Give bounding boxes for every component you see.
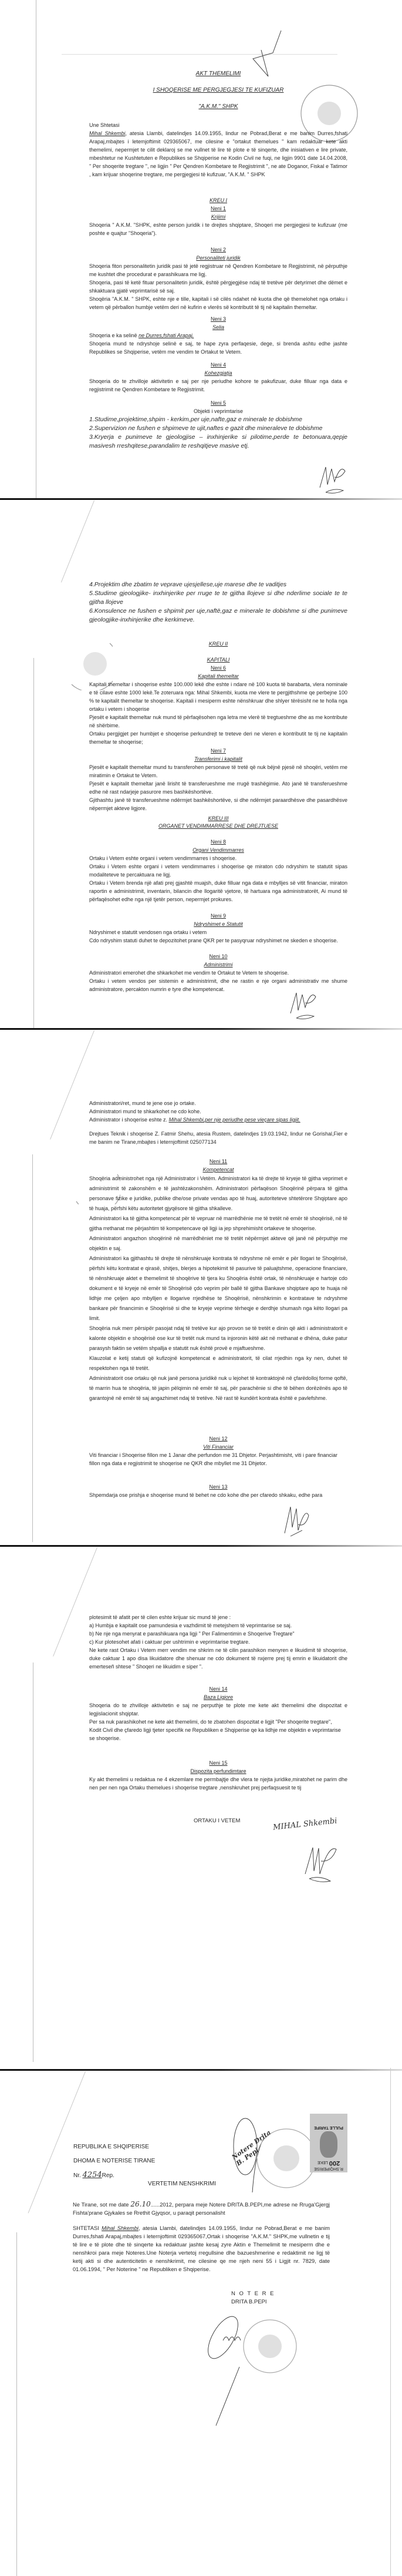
page-break <box>0 1545 402 1547</box>
article-6 <box>89 664 347 746</box>
paragraph: a) Humbja e kapitalit ose pamundesia e vazhdimit të metejshem të veprimtarise se saj. <box>89 1623 292 1628</box>
paragraph: Kapitali themeltar i shoqerise eshte 100.000 lekë dhe eshte i ndare në 100 kuota të barabarta, vlera nominale e të cilave eshte 1000 lekë.Te zoteruara nga: Mihal Shkembi, kuota me vlere te pergjithshme qe perbejne 100 % te kapitalit themeltar te shoqerise. Kapitali i mesiperm eshte nënshkruar dhe shlyer tërësisht ne te holla nga ortaku i vetem i shoqerise <box>89 681 347 712</box>
dissolution-text <box>89 1613 347 1671</box>
paragraph: plotesimit të afatit per të cilen eshte krijuar sic mund të jene : <box>89 1614 231 1620</box>
paragraph: 2.Supervizion ne fushen e shpimeve te ujit,naftes e gazit dhe mineraleve te dobishme <box>89 425 323 432</box>
article-title: Kompetencat <box>202 1167 234 1173</box>
tax-stamp-country: R.SHQIPERISE <box>314 2167 343 2171</box>
administrator-line <box>89 1116 347 1124</box>
administrator-value: Mihal Shkembi,per nje periudhe pese vieçare sipas ligjit. <box>168 1117 300 1123</box>
scan-line <box>62 54 337 55</box>
paragraph: Shoqëria "A.K.M. " SHPK, eshte nje e tille, kapitali i së cilës ndahet në kuota dhe që themelohet nga ortaku i vetem që përballon humbje vetëm deri në kufirin e vlerës së kontributit të tij në kapitalin themeltar. <box>89 296 347 310</box>
seat-label: Shoqeria e ka selinë <box>89 333 139 338</box>
paragraph: Pjesët e kapitalit themeltar nuk mund të përfaqësohen nga letra me vlerë të tregtueshme dhe as me kontribute në shërbime. <box>89 714 347 728</box>
article-body <box>89 340 347 356</box>
article-number: Neni 3 <box>210 316 226 322</box>
seat-line <box>89 331 347 340</box>
article-number: Neni 13 <box>209 1484 228 1490</box>
tax-stamp-label: PULLE TARIFE <box>314 2125 343 2130</box>
article-body <box>89 221 347 237</box>
organs-heading: ORGANET VENDIMMARRESE DHE DREJTUESE <box>158 823 279 829</box>
signature <box>288 990 320 1022</box>
kreu-3-heading: KREU III <box>208 815 229 821</box>
tax-stamp-value-line <box>310 2159 347 2167</box>
technical-director: Drejtues Teknik i shoqerise Z. Fatmir Shehu, atesia Rustem, datelindjes 19.03.1942, lindur ne Gorishal,Fier e me banim ne Tirane,mbajtes i leternjoftimit 025077134 <box>89 1131 347 1145</box>
signatory-label: ORTAKU I VETEM <box>194 1818 241 1824</box>
paragraph: Per sa nuk parashikohet ne kete akt themelimi, do te zbatohen dispozitat e ligjit "Per shoqerite tregtare", <box>89 1719 332 1725</box>
intro-text: , atesia Llambi, datelindjes 14.09.1955, lindur ne Pobrad,Berat e me banim Durres,fshati Arapaj,mbajtes i letemjoftimit 029365067, me cilesine e "ortakut themelues " kam redaktuar kete akti themelimi, nepermjet te cilit deklaroj se me vullnet të lire të plote e të sinqerte, dhe inisiativen e lire private, mbeshtetur ne Kushtetuten e Republikes se Shqiperise ne Kodin Civil ne fuqi, ne ligjin 9901 date 14.04.2008, " Per shoqerite tregtare ", ne ligjin " Per Qendren Kombetare te Regjistrimit ", ne ate Doganor, Fiskal e Tatimor , kam krijuar shoqerine tregtare, me pergjegjesi të kufizuar, "A.K.M. " SHPK <box>89 130 347 177</box>
article-8 <box>89 838 347 904</box>
register-prefix: Nr. <box>73 2172 83 2179</box>
page-break <box>0 2069 402 2071</box>
article-title: Administrimi <box>204 962 233 968</box>
document-title: AKT THEMELIMI <box>195 70 241 77</box>
document-subtitle: I SHOQERISE ME PERGJEGJESI TE KUFIZUAR <box>153 87 284 93</box>
handwritten-name: MIHAL Shkembi <box>272 1816 338 1832</box>
article-14 <box>89 1685 347 1742</box>
paragraph: c) Kur plotesohet afati i caktuar per ushtrimin e veprimtarise tregtare. <box>89 1639 250 1645</box>
article-title: Organi Vendimmarres <box>192 847 244 853</box>
article-number: Neni 10 <box>209 953 228 959</box>
paragraph: Shoqëria administrohet nga një Administrator i Vetëm. Administratori ka të drejte të kryeje të gjitha veprimet e administrimit të zakonshëm e të jashtëzakonshëm. Administratori përfaqëson Shoqërinë përpara të gjitha personave fizike e juridike, publike dhe/ose private vendas apo të huaj, autoriteteve shtetërore Shqiptare apo të huaja, përfshi këtu autoritetet gjyqësore të gjitha shkalleve. <box>89 1176 347 1211</box>
paragraph: Ky akt themelimi u redaktua ne 4 ekzemlare me permbajtje dhe vlera te njejta juridike,miratohet ne parim dhe nen per nen nga Ortaku themelues i shoqerise tregtare ,nenshkruhet prej perfaqsuesit te tij <box>89 1776 347 1791</box>
citizen-prefix: SHTETASI <box>73 2225 102 2231</box>
article-5 <box>89 399 347 451</box>
article-number: Neni 6 <box>210 665 226 671</box>
article-body <box>89 262 347 311</box>
article-title: Kapitali themeltar <box>198 673 239 679</box>
date-paragraph <box>73 2200 330 2217</box>
article-body <box>89 1491 347 1499</box>
article-number: Neni 11 <box>209 1158 228 1164</box>
paragraph: Ortaku i vetem vendos per sistemin e administrimit, dhe ne rastin e nje organi administrativ me shume administratore, percakton numrin e tyre dhe kompetencat. <box>89 978 347 992</box>
paragraph: Pjesët e kapitalit themeltar janë lirisht të transferueshme me rrugë trashëgimie. Ato janë të transferueshme edhe në rast ndarjeje pasurore mes bashkëshortëve. <box>89 781 347 795</box>
paragraph: Ortaku pergjigjet per humbjet e shoqerise perkundrejt te treteve deri ne vleren e kontributit te tij ne kapitalin themeltar te shoqerise; <box>89 731 347 745</box>
article-12 <box>89 1435 347 1467</box>
kreu-2-heading: KREU II <box>208 641 228 647</box>
article-1 <box>89 204 347 237</box>
article-body <box>89 1451 347 1467</box>
article-title: Selia <box>212 324 224 330</box>
article-number: Neni 9 <box>210 913 226 919</box>
paragraph: Administratorit ose ortaku që nuk janë persona juridikë nuk u lejohet të kontraktojnë në çfarëdolloj forme qoftë, të marrin hua te shoqëria, të japin pëlqimin në emër të saj, për parachënie si dhe të bëhen dorëzënës apo të garantojnë në emër të saj angazhimet ndaj të tretëve. Në rast të kundërt kontrata është e pavlefshme. <box>89 1375 347 1401</box>
paragraph: Shoqeria " A.K.M. "SHPK, eshte person juridik i te drejtes shqiptare, Shoqeri me pergjegjesi te kufizuar (me poshte e quajtur "Shoqeria"). <box>89 222 347 236</box>
paragraph: Shpemdarja ose prishja e shoqerise mund të behet ne cdo kohe dhe per cfaredo shkaku, edhe para <box>89 1492 323 1498</box>
article-title: Ndryshimet e Statutit <box>194 921 243 927</box>
tax-stamp <box>310 2114 347 2172</box>
article-number: Neni 1 <box>210 206 226 211</box>
paragraph: Administratori mund te shkarkohet ne cdo kohe. <box>89 1109 201 1114</box>
article-body <box>89 763 347 812</box>
paragraph: se shoqerise. <box>89 1735 121 1741</box>
intro-label: Une Shtetasi <box>89 122 120 128</box>
article-number: Neni 8 <box>210 839 226 845</box>
page-edge <box>32 1154 33 1542</box>
page-edge <box>33 658 34 1028</box>
founder-name: Mihal Shkembi <box>89 130 126 136</box>
tax-stamp-emblem-icon <box>320 2131 337 2158</box>
paragraph: Viti financiar i Shoqerise fillon me 1 Janar dhe perfundon me 31 Dhjetor. Perjashtimisht, viti i pare financiar <box>89 1452 338 1458</box>
paragraph: 3.Kryerja e punimeve te gjeologjise – inxhinjerike si pilotime,perde te betonuara,qepje masivesh rreshqitese,parandalim te reshqitjeve masive etj. <box>89 434 347 449</box>
article-body <box>89 928 347 945</box>
capital-heading: KAPITALI <box>207 657 230 663</box>
date-rest: ......2012, perpara meje Notere DRITA.B.PEPI,me adrese ne Rruga'Gjergj Fishta'prane Gjykales se Rrethit Gjyqsor, u paraqit personalisht <box>73 2202 330 2216</box>
notary-name: DRITA B.PEPI <box>231 2299 267 2305</box>
paragraph: Pjesët e kapitalit themeltar mund tu transferohen personave të tretë që nuk bëjnë pjesë në shoqëri, vetëm me miratimin e Ortakut te Vetem. <box>89 764 347 778</box>
tax-stamp-currency: LEKE <box>317 2160 328 2164</box>
citizen-text: , atesia Llambi, datelindjes 14.09.1955, lindur ne Pobrad,Berat e me banim Durres,fshati Arapaj,mbajtes i leternjoftimit 029365067,Ortak i shoqerise "A.K.M." SHPK,me vullnetin e tij të lire e të plote dhe të sinqerte ka redaktuar jashte kesaj zyre Aktin e Themelimit te mesiperm dhe e nenshkroi para meje Noteres.Une Noterja vertetoj rregullsine dhe bazueshmerine e redaktimit ne ligj të ketij akti si dhe autenticitetin e nenshkrimit, me cilesine qe me njeh neni 55 i Ligjit nr. 7829, date 01.06.1994, " Per Noterine " ne Republiken e Shqiperise. <box>73 2225 330 2272</box>
paragraph: Ne kete rast Ortaku i Vetem merr vendim me shkrim ne të cilin parashikon menyren e likuidimit të shoqerise, duke caktuar 1 apo disa likuidatore dhe shenuar ne cdo dokument të nxjerre prej tij emrin e likuidatorit dhe emerteseñ shtese " Shoqeri ne likuidim e siper ". <box>89 1647 347 1670</box>
page-fold <box>61 501 94 582</box>
article-13 <box>89 1483 347 1499</box>
notary-label: N O T E R E <box>231 2290 275 2297</box>
article-body <box>89 1174 347 1403</box>
notary-signature-block <box>231 2290 275 2306</box>
paragraph: Ortaku i Vetem brenda një afati prej gjashtë muajsh, duke filluar nga data e mbylljes së vitit financiar, miraton raportin e administrimit, inventarin, bilancin dhe llogaritë vjetore, të hartuara nga administratorët, Ai mund të përfaqësohet edhe nga një tjetër person, nepermjet prokures. <box>89 880 347 902</box>
notary-handwritten-stamp: Notere Drita B. Pepi <box>230 2128 272 2168</box>
register-value: 4254 <box>82 2171 102 2179</box>
register-number <box>73 2171 155 2180</box>
paragraph: Administratori emerohet dhe shkarkohet me vendim te Ortakut te Vetem te shoqerise. <box>89 970 289 976</box>
paragraph: Shoqeria fiton personalitetin juridik pasi të jetë regjistruar në Qendren Kombetare te Regjistrimit, në përputhje me kushtet dhe procedurat e parashikuara me ligj. <box>89 263 347 277</box>
citizen-name: Mihal Shkembi <box>102 2225 138 2231</box>
article-3 <box>89 315 347 356</box>
article-title: Baza Ligjore <box>203 1694 234 1700</box>
page-fold <box>50 1030 94 1140</box>
paragraph: Administratori angazhon shoqërinë në marrëdhëniet me të tretët nëpërmjet akteve që janë në përputhje me objektin e saj. <box>89 1235 347 1251</box>
signature <box>302 1845 343 1886</box>
administrator-lines <box>89 1099 347 1116</box>
administrator-section <box>89 1099 347 1146</box>
header-lines <box>73 2143 155 2165</box>
paragraph: b) Ne nje nga menyrat e parashikuara nga ligji " Per Falimentimin e Shoqerive Tregtare" <box>89 1631 295 1637</box>
page-break <box>0 1028 402 1030</box>
article-11 <box>89 1157 347 1403</box>
certification-title: VERTETIM NENSHKRIMI <box>148 2181 216 2187</box>
notary-header <box>73 2137 155 2180</box>
page-edge <box>390 2068 391 2576</box>
page-edge <box>16 2232 17 2576</box>
article-2 <box>89 246 347 311</box>
article-number: Neni 4 <box>210 362 226 368</box>
article-15 <box>89 1759 347 1792</box>
notary-signature-and-seal <box>205 2311 305 2429</box>
administrator-prefix: Administrator i shoqerise eshte z. <box>89 1117 169 1123</box>
activity-list-continued <box>89 580 347 624</box>
paragraph: Administratori ka gjithashtu të drejte të nënshkruaje kontrata të ndryshme në emër e për llogari te Shoqërisë, përfshi këtu kontratat e qirasë, shitjes, blerjes a hipotekimit të pasurive të paluajtshme, operacione financiare, të nënshkruaje aktet e themelimit të shoqërive të tjera ku Shoqëria është ortak, të nënshkruaje e hartoje cdo dokument e të kryeje në emër të Shoqërisë çdo veprim për ballë të gjitha Bankave shqiptare apo te huaja në lidhje me çeljen apo mbylljen e llogarive rrjedhëse te Shoqërisë, nënshkrimin e kontratave te ndryshme bankare për financimin e Shoqërisë si dhe te kryeje veprime tërheqje e derdhje shumash nga këto llogari pa limit. <box>89 1255 347 1321</box>
article-number: Neni 5 <box>210 400 226 406</box>
paragraph: DHOMA E NOTERISE TIRANE <box>73 2158 156 2164</box>
seat-value: ne Durres,fshati Arapaj. <box>138 333 194 338</box>
article-title: Dispozita perfundimtare <box>190 1768 246 1774</box>
article-title: Objekti i veprimtarise <box>193 408 244 414</box>
article-number: Neni 2 <box>210 247 226 253</box>
article-body <box>89 377 347 394</box>
article-10 <box>89 952 347 993</box>
article-body <box>89 1701 347 1742</box>
paragraph: Ortaku i Vetem eshte organi i vetem vendimmarres i shoqerise. <box>89 855 237 861</box>
register-suffix: Rep. <box>102 2172 114 2179</box>
article-body <box>89 680 347 746</box>
paragraph: Shoqeria mund te ndryshoje selinë e saj, te hape zyra perfaqesie, dege, si brenda ashtu edhe jashte Republikes se Shqiperise, vetëm me vendim te Ortakut te Vetem. <box>89 341 347 355</box>
tax-stamp-value: 200 <box>329 2159 340 2167</box>
paragraph: Klauzolat e ketij statuti që kufizojnë kompetencat e administratorit, të cilat rrjedhin nga ky nen, duhet të respektohen nga të tretët. <box>89 1355 347 1371</box>
article-title: Transferimi i kapitalit <box>194 756 242 762</box>
paragraph: Ndryshimet e statutit vendosen nga ortaku i vetem <box>89 929 207 935</box>
kreu-1-heading: KREU I <box>209 197 227 203</box>
article-number: Neni 15 <box>209 1760 228 1766</box>
article-number: Neni 12 <box>209 1436 228 1442</box>
company-name-title: "A.K.M." SHPK <box>198 103 238 110</box>
article-9 <box>89 912 347 945</box>
paragraph: Gjithashtu janë të transferueshme ndërmjet bashkëshortëve, si dhe ndërmjet paraardhësve dhe pasardhësve nëpermjet akteve ligjore. <box>89 797 347 811</box>
article-4 <box>89 361 347 394</box>
article-body <box>89 1775 347 1792</box>
paragraph: 6.Konsulence ne fushen e shpimit per uje,naftë,gaz e minerale te dobishme si dhe punimeve gjeologjike-inxhinjerike dhe kerkimeve. <box>89 607 347 623</box>
article-number: Neni 14 <box>209 1686 228 1692</box>
intro-paragraph <box>89 129 347 179</box>
article-title: Viti Financiar <box>203 1444 234 1450</box>
paragraph: Ortaku i Vetem eshte organi i vetem vendimmarres i shoqerise qe miraton cdo ndryshim te statutit sipas modaliteteve te percaktuara ne ligj. <box>89 864 347 878</box>
paragraph: 5.Studime gjeologjike- inxhinjerike per rruge te te gjitha llojeve si dhe nderlime sociale te te gjitha llojeve <box>89 590 347 606</box>
paragraph: Shoqeria do te zhvilloje aktivitetin e saj ne perputhje te plote me kete akt themelimi dhe dispozitat e legjislacionit shqiptar. <box>89 1702 347 1717</box>
paragraph: 4.Projektim dhe zbatim te veprave ujesjellese,uje marese dhe te vaditjes <box>89 581 287 588</box>
paragraph: Cdo ndryshim statuti duhet te depozitohet prane QKR per te pasyqruar ndryshimet ne skeden e shoqerise. <box>89 938 338 943</box>
intro-section <box>89 121 347 179</box>
citizen-paragraph <box>73 2224 330 2273</box>
paragraph: Kodit Civil dhe çfaredo ligji tjeter specifik ne Republiken e Shqiperise qe ka lidhje me objektin e veprimtarise <box>89 1727 341 1733</box>
article-body <box>89 854 347 904</box>
paragraph: Administratori/ret, mund te jene ose jo ortake. <box>89 1100 196 1106</box>
date-prefix: Ne Tirane, sot me date <box>73 2202 131 2208</box>
article-title: Personaliteti juridik <box>196 255 241 261</box>
paragraph: 1.Studime,projektime,shpim - kerkim,per uje,nafte,gaz e minerale te dobishme <box>89 416 302 423</box>
paragraph: fillon nga data e regjistrimit te shoqerise ne QKR dhe mbyllet me 31 Dhjetor. <box>89 1460 267 1466</box>
certification-date-paragraph <box>73 2200 330 2273</box>
signature <box>317 464 349 496</box>
article-title: Krijimi <box>211 214 226 220</box>
signature <box>282 1504 311 1539</box>
article-title: Kohezgjatja <box>204 370 232 376</box>
paragraph: REPUBLIKA E SHQIPERISE <box>73 2144 149 2150</box>
date-handwritten: 26.10 <box>130 2200 151 2208</box>
page-break <box>0 498 402 500</box>
paragraph: Shoqëria nuk merr përsipër pasojat ndaj të tretëve kur ajo provon se të tretët e dinin që akti i administratorit e kalonte objektin e shoqërisë ose kur të tretët nuk mund ta injoronin këtë akt në rrethanat e dhëna, duke patur parasysh faktin se vetëm shpallja e statutit nuk është provë e mjaftueshme. <box>89 1325 347 1351</box>
paragraph: Shoqeria, pasi të ketë fituar personalitetin juridik, është përgjegjëse ndaj të tretëve për detyrimet dhe dëmet e shkaktuara gjatë veprimtarisë së saj. <box>89 280 347 294</box>
article-7 <box>89 747 347 812</box>
activity-list <box>89 415 347 451</box>
article-number: Neni 7 <box>210 748 226 754</box>
paragraph: Shoqeria do te zhvilloje aktivitetin e saj per nje periudhe kohore te pakufizuar, duke filluar nga data e regjistrimit ne Qendren Kombetare te Regjistrimit. <box>89 378 347 392</box>
paragraph: Administratori ka të gjitha kompetencat për të vepruar në marrëdhënie me të tretët në emër të shoqërisë, në të gjitha rrethanat me përjashtim të kompetencave që ligji ia jep shprehimisht ortakeve te shoqerise. <box>89 1215 347 1231</box>
